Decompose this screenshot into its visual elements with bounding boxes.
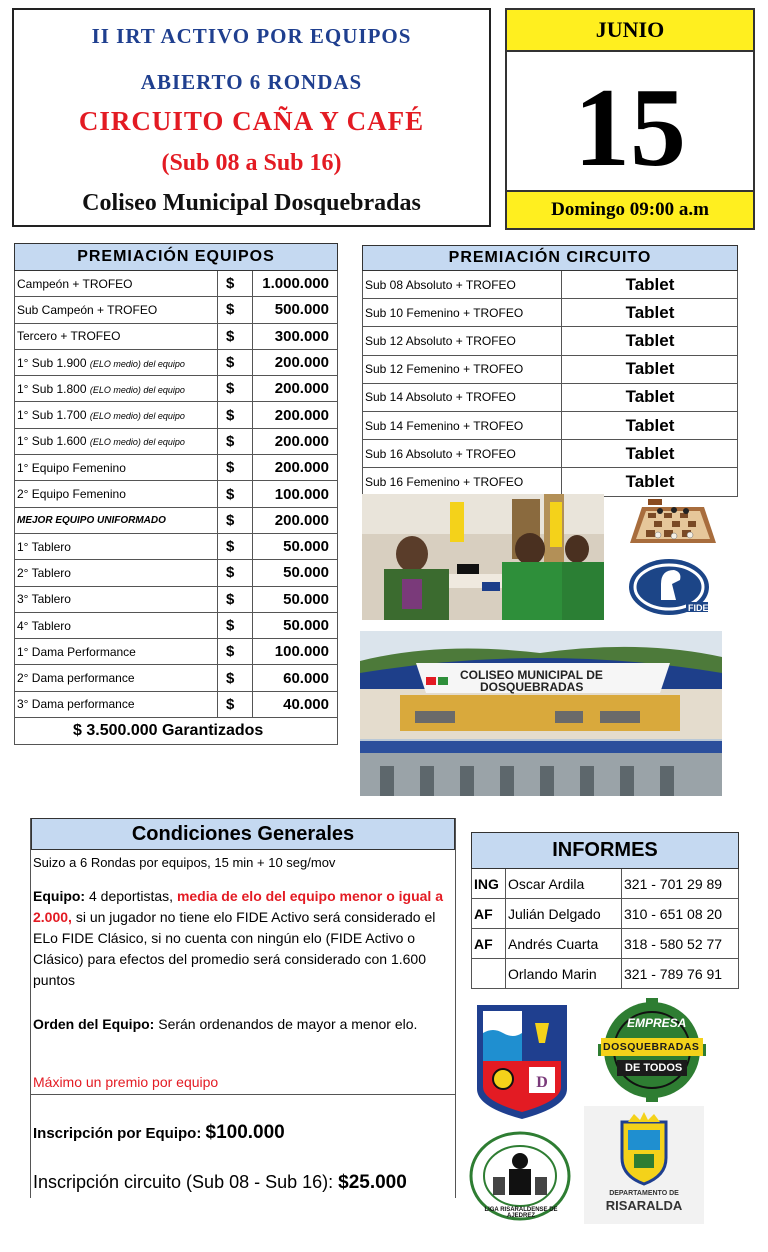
circuit-prize-row <box>363 383 738 411</box>
team-registration <box>33 1122 451 1144</box>
circuit-prize-value: Tablet <box>562 440 738 468</box>
team-prize-label-cell <box>15 271 218 297</box>
circuit-prize-category: Sub 12 Femenino + TROFEO <box>363 355 562 383</box>
contact-name: Orlando Marin <box>506 959 622 989</box>
calendar-time: Domingo 09:00 a.m <box>507 190 753 228</box>
circuit-prize-row <box>363 327 738 355</box>
team-prize-amount: 1.000.000 <box>253 271 338 297</box>
team-prize-label: 1° Sub 1.600 <box>17 434 87 449</box>
team-text-a: 4 deportistas, <box>85 888 177 904</box>
circuit-prize-category: Sub 16 Absoluto + TROFEO <box>363 440 562 468</box>
circuit-prize-category: Sub 16 Femenino + TROFEO <box>363 468 562 496</box>
team-prize-note: (ELO medio) del equipo <box>89 384 185 395</box>
team-prize-amount: 200.000 <box>253 507 338 533</box>
team-prize-row <box>15 349 338 375</box>
contact-phone: 310 - 651 08 20 <box>622 899 739 929</box>
conditions-format: Suizo a 6 Rondas por equipos, 15 min + 10 seg/mov <box>33 855 336 870</box>
team-prize-label: 1° Sub 1.900 <box>17 355 87 370</box>
team-prize-row <box>15 271 338 297</box>
team-prize-currency: $ <box>218 271 253 297</box>
team-prize-currency: $ <box>218 586 253 612</box>
event-title-box <box>12 8 491 227</box>
team-prize-currency: $ <box>218 349 253 375</box>
circuit-prize-value: Tablet <box>562 383 738 411</box>
max-prize-note: Máximo un premio por equipo <box>33 1074 219 1090</box>
circuit-prize-row <box>363 411 738 439</box>
team-prize-currency: $ <box>218 455 253 481</box>
team-prize-label-cell <box>15 376 218 402</box>
team-prize-label-cell <box>15 560 218 586</box>
team-prize-amount: 200.000 <box>253 455 338 481</box>
team-prize-label: MEJOR EQUIPO UNIFORMADO <box>17 514 166 526</box>
circuit-prize-value: Tablet <box>562 299 738 327</box>
team-prize-currency: $ <box>218 507 253 533</box>
team-prize-row <box>15 639 338 665</box>
team-prize-row <box>15 376 338 402</box>
team-prize-label-cell <box>15 402 218 428</box>
team-prize-amount: 50.000 <box>253 612 338 638</box>
circuit-prize-category: Sub 14 Femenino + TROFEO <box>363 411 562 439</box>
risaralda-department-logo <box>584 1106 704 1224</box>
circuit-prize-row <box>363 355 738 383</box>
contact-row <box>472 869 739 899</box>
team-prizes-table <box>14 243 338 745</box>
team-prize-label-cell <box>15 349 218 375</box>
conditions-order <box>33 1014 451 1035</box>
team-prize-amount: 200.000 <box>253 376 338 402</box>
contact-title: ING <box>472 869 506 899</box>
team-prize-amount: 200.000 <box>253 428 338 454</box>
circuit-prize-value: Tablet <box>562 468 738 496</box>
empresa-logo-bottom: DE TODOS <box>625 1062 683 1074</box>
team-prize-amount: 200.000 <box>253 349 338 375</box>
team-prize-note: (ELO medio) del equipo <box>89 411 185 422</box>
team-prize-row <box>15 402 338 428</box>
contact-title: AF <box>472 929 506 959</box>
team-prize-currency: $ <box>218 639 253 665</box>
team-prize-label: 3° Tablero <box>17 592 71 607</box>
team-prize-label: Campeón + TROFEO <box>17 276 133 291</box>
team-prize-label: Sub Campeón + TROFEO <box>17 302 158 317</box>
team-prize-row <box>15 507 338 533</box>
team-prize-currency: $ <box>218 560 253 586</box>
circuit-prize-value: Tablet <box>562 411 738 439</box>
title-line-3: CIRCUITO CAÑA Y CAFÉ <box>78 106 425 136</box>
team-prize-label: 1° Dama Performance <box>17 644 136 659</box>
contact-name: Julián Delgado <box>506 899 622 929</box>
contact-row <box>472 959 739 989</box>
contact-name: Andrés Cuarta <box>506 929 622 959</box>
liga-logo-text: LIGA RISARALDENSE DE AJEDREZ <box>484 1207 558 1219</box>
title-line-2: ABIERTO 6 RONDAS <box>140 70 363 94</box>
contact-phone: 318 - 580 52 77 <box>622 929 739 959</box>
team-prize-row <box>15 481 338 507</box>
team-registration-fee: $100.000 <box>205 1122 285 1143</box>
team-prize-label-cell <box>15 455 218 481</box>
team-registration-label: Inscripción por Equipo: <box>33 1125 206 1142</box>
circuit-prize-category: Sub 08 Absoluto + TROFEO <box>363 271 562 299</box>
title-line-4: (Sub 08 a Sub 16) <box>161 150 342 176</box>
team-prize-label-cell <box>15 323 218 349</box>
order-label: Orden del Equipo: <box>33 1016 155 1032</box>
team-prize-currency: $ <box>218 481 253 507</box>
venue-line: Coliseo Municipal Dosquebradas <box>82 190 421 216</box>
team-prize-label-cell <box>15 691 218 717</box>
calendar-day: 15 <box>574 66 686 190</box>
team-prize-amount: 500.000 <box>253 297 338 323</box>
circuit-prize-value: Tablet <box>562 271 738 299</box>
team-prize-note: (ELO medio) del equipo <box>89 437 185 448</box>
team-prize-amount: 60.000 <box>253 665 338 691</box>
team-prize-currency: $ <box>218 297 253 323</box>
team-prize-total-row <box>15 718 338 745</box>
team-prize-row <box>15 455 338 481</box>
team-prize-label-cell <box>15 428 218 454</box>
team-elo-rule: media de elo del equipo menor o igual a 2.000, <box>33 888 443 925</box>
team-prize-label: Tercero + TROFEO <box>17 329 121 344</box>
circuit-prize-row <box>363 271 738 299</box>
team-prize-amount: 100.000 <box>253 639 338 665</box>
team-prize-row <box>15 297 338 323</box>
team-prize-label: 2° Equipo Femenino <box>17 487 126 502</box>
circuit-prize-value: Tablet <box>562 327 738 355</box>
coliseo-photo <box>360 631 722 796</box>
team-prize-label-cell <box>15 481 218 507</box>
team-prize-amount: 40.000 <box>253 691 338 717</box>
team-prize-label-cell <box>15 639 218 665</box>
contact-title: AF <box>472 899 506 929</box>
team-prize-currency: $ <box>218 691 253 717</box>
team-prize-row <box>15 586 338 612</box>
circuit-prize-category: Sub 10 Femenino + TROFEO <box>363 299 562 327</box>
empresa-logo-band: DOSQUEBRADAS <box>603 1041 700 1053</box>
contact-title <box>472 959 506 989</box>
team-prize-currency: $ <box>218 428 253 454</box>
risaralda-small-text: DEPARTAMENTO DE <box>609 1190 679 1197</box>
circuit-prizes-title: PREMIACIÓN CIRCUITO <box>363 246 738 271</box>
contact-name: Oscar Ardila <box>506 869 622 899</box>
circuit-prize-value: Tablet <box>562 355 738 383</box>
coliseo-sign-line-2: DOSQUEBRADAS <box>480 680 584 694</box>
team-prize-label: 2° Tablero <box>17 565 71 580</box>
circuit-registration-fee: $25.000 <box>338 1172 407 1193</box>
team-prize-currency: $ <box>218 402 253 428</box>
fide-logo <box>626 556 712 618</box>
circuit-prize-category: Sub 14 Absoluto + TROFEO <box>363 383 562 411</box>
team-prize-label: 1° Equipo Femenino <box>17 460 126 475</box>
team-prize-label-cell <box>15 612 218 638</box>
team-prize-label-cell <box>15 533 218 559</box>
circuit-prize-row <box>363 299 738 327</box>
circuit-registration <box>33 1172 451 1193</box>
team-prize-currency: $ <box>218 376 253 402</box>
team-prize-currency: $ <box>218 323 253 349</box>
circuit-prize-row <box>363 440 738 468</box>
dosquebradas-shield-logo <box>473 1003 571 1121</box>
liga-risaraldense-logo <box>469 1131 571 1221</box>
team-prize-label: 1° Sub 1.800 <box>17 381 87 396</box>
team-prize-row <box>15 533 338 559</box>
team-prize-row <box>15 323 338 349</box>
coliseo-sign-line-1: COLISEO MUNICIPAL DE <box>460 668 603 682</box>
team-prize-label: 1° Tablero <box>17 539 71 554</box>
team-prize-currency: $ <box>218 612 253 638</box>
team-prize-currency: $ <box>218 533 253 559</box>
empresa-logo-top: EMPRESA <box>627 1016 687 1030</box>
team-prize-amount: 100.000 <box>253 481 338 507</box>
general-conditions <box>30 818 456 1198</box>
fide-logo-text: FIDE <box>688 603 709 613</box>
contact-phone: 321 - 701 29 89 <box>622 869 739 899</box>
team-prize-amount: 50.000 <box>253 586 338 612</box>
team-prize-label-cell <box>15 297 218 323</box>
team-prize-row <box>15 612 338 638</box>
date-calendar <box>505 8 755 230</box>
empresa-dosquebradas-logo <box>593 998 711 1102</box>
risaralda-big-text: RISARALDA <box>605 1198 683 1213</box>
team-prizes-title: PREMIACIÓN EQUIPOS <box>15 244 338 271</box>
team-prize-label: 1° Sub 1.700 <box>17 408 87 423</box>
team-prize-amount: 200.000 <box>253 402 338 428</box>
circuit-prizes-table <box>362 245 738 497</box>
chessboard-image <box>624 499 722 551</box>
team-prize-label: 3° Dama performance <box>17 697 135 712</box>
team-label: Equipo: <box>33 888 86 904</box>
team-prize-currency: $ <box>218 665 253 691</box>
contact-info-title: INFORMES <box>472 833 739 869</box>
contact-phone: 321 - 789 76 91 <box>622 959 739 989</box>
team-prize-row <box>15 428 338 454</box>
team-prize-label-cell <box>15 665 218 691</box>
team-prize-total: $ 3.500.000 Garantizados <box>15 718 338 745</box>
team-prize-amount: 50.000 <box>253 533 338 559</box>
contact-row <box>472 929 739 959</box>
team-prize-note: (ELO medio) del equipo <box>89 358 185 369</box>
team-prize-label: 2° Dama performance <box>17 671 135 686</box>
title-line-1: II IRT ACTIVO POR EQUIPOS <box>91 24 412 48</box>
order-text: Serán ordenandos de mayor a menor elo. <box>154 1016 418 1032</box>
calendar-month: JUNIO <box>507 10 753 52</box>
team-prize-label-cell <box>15 586 218 612</box>
contact-info-table <box>471 832 739 989</box>
conditions-team <box>33 886 451 991</box>
team-text-b: si un jugador no tiene elo FIDE Activo será considerado el ELo FIDE Clásico, si no cuenta con ningún elo (FIDE Activo o Clásico) para efectos del promedio será considerado con 1.600 puntos <box>33 909 436 988</box>
circuit-prize-row <box>363 468 738 496</box>
team-prize-row <box>15 560 338 586</box>
team-prize-row <box>15 691 338 717</box>
circuit-prize-category: Sub 12 Absoluto + TROFEO <box>363 327 562 355</box>
contact-row <box>472 899 739 929</box>
svg-text:D: D <box>536 1074 548 1091</box>
team-prize-label-cell <box>15 507 218 533</box>
team-prize-label: 4° Tablero <box>17 618 71 633</box>
conditions-title: Condiciones Generales <box>31 818 455 850</box>
circuit-registration-label: Inscripción circuito (Sub 08 - Sub 16): <box>33 1172 339 1192</box>
team-prize-row <box>15 665 338 691</box>
team-prize-amount: 300.000 <box>253 323 338 349</box>
players-photo <box>362 494 604 620</box>
team-prize-amount: 50.000 <box>253 560 338 586</box>
